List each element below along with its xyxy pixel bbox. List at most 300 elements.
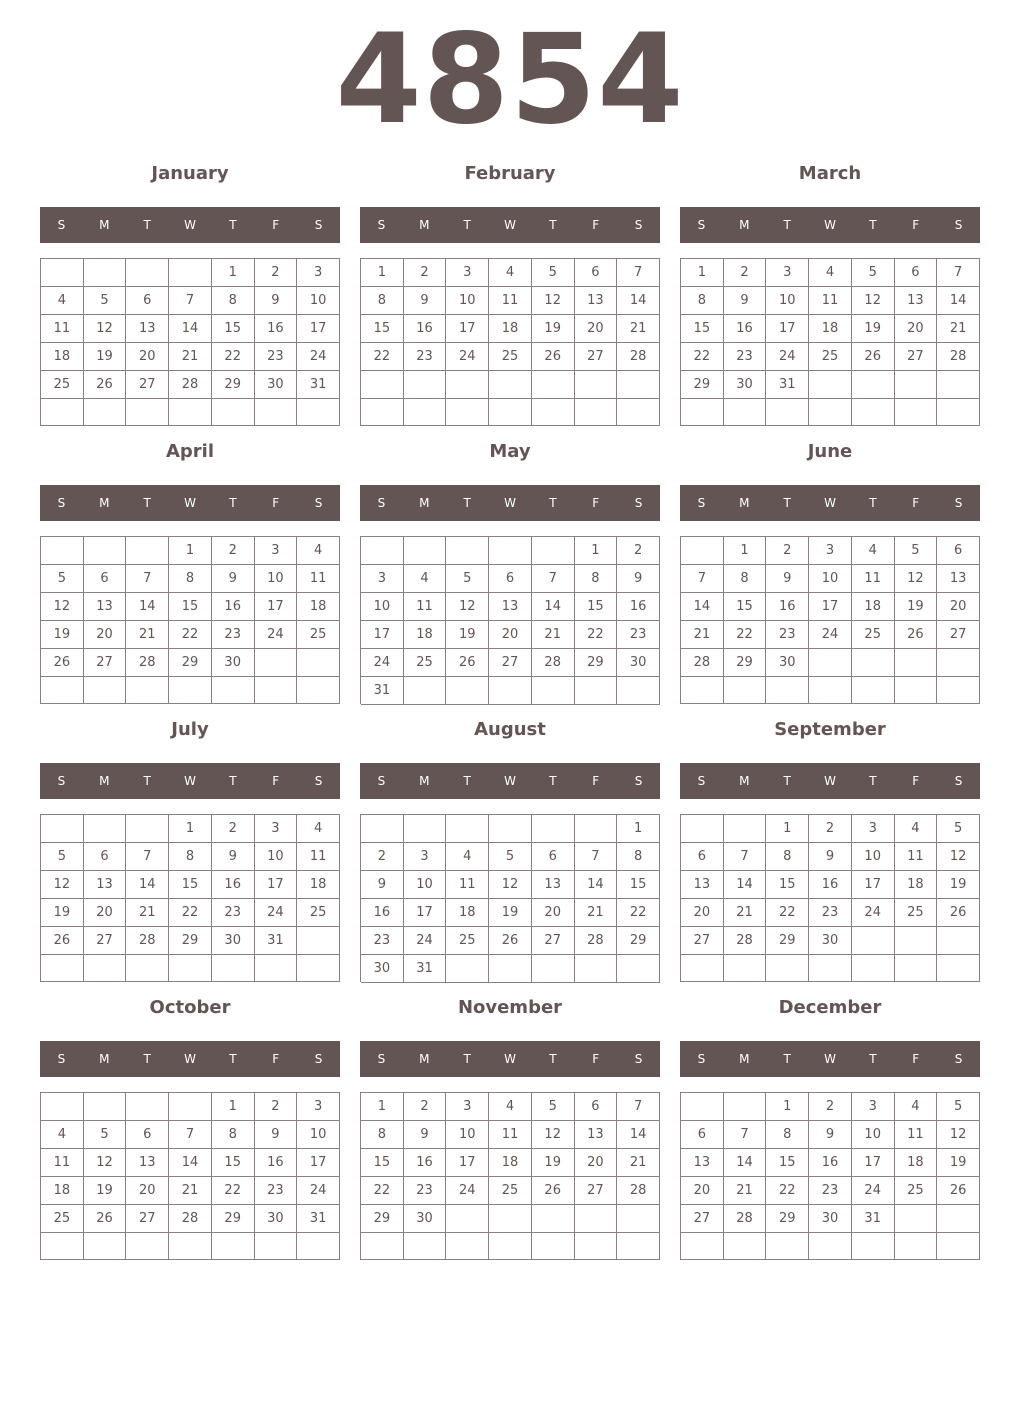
day-cell: 1 [212,259,255,287]
empty-cell [404,537,447,565]
weekday-label: T [463,218,471,232]
empty-cell [766,399,809,426]
empty-cell [361,399,404,427]
weekday-label: T [143,496,151,510]
day-cell: 2 [809,1093,852,1121]
day-cell: 11 [41,315,84,343]
empty-cell [404,677,447,705]
empty-cell [169,955,212,982]
day-cell: 16 [766,593,809,621]
day-cell: 26 [937,899,980,927]
day-cell: 9 [724,287,767,315]
day-cell: 13 [937,565,980,593]
day-cell: 6 [575,1093,618,1121]
day-cell: 10 [446,1121,489,1149]
day-cell: 26 [84,1205,127,1233]
day-grid [360,1092,660,1260]
day-cell: 14 [617,1121,660,1149]
day-cell: 25 [809,343,852,371]
day-cell: 8 [681,287,724,315]
day-cell: 23 [361,927,404,955]
empty-cell [84,259,127,287]
empty-cell [297,955,340,982]
day-grid [680,536,980,704]
day-cell: 17 [255,593,298,621]
day-cell: 21 [532,621,575,649]
day-cell: 1 [361,1093,404,1121]
empty-cell [84,955,127,982]
day-cell: 5 [895,537,938,565]
empty-cell [724,1093,767,1121]
day-cell: 22 [766,899,809,927]
empty-cell [617,1233,660,1260]
month-name: January [151,163,229,184]
day-cell: 25 [41,371,84,399]
weekday-label: F [592,1052,600,1066]
day-cell: 28 [724,927,767,955]
day-cell: 16 [212,871,255,899]
empty-cell [724,677,767,704]
day-cell: 25 [297,621,340,649]
day-cell: 30 [809,927,852,955]
day-cell: 7 [126,565,169,593]
day-cell: 2 [766,537,809,565]
day-grid [40,1092,340,1260]
day-cell: 3 [404,843,447,871]
day-cell: 10 [446,287,489,315]
weekday-label: S [314,1052,323,1066]
day-cell: 12 [937,1121,980,1149]
empty-cell [617,371,660,399]
empty-cell [852,371,895,399]
day-cell: 19 [895,593,938,621]
weekday-label: F [272,218,280,232]
day-cell: 20 [84,899,127,927]
day-cell: 31 [255,927,298,955]
day-cell: 12 [84,1149,127,1177]
empty-cell [617,955,660,983]
day-cell: 18 [852,593,895,621]
day-grid [360,536,660,704]
weekday-header-bar [360,207,660,243]
empty-cell [41,1233,84,1260]
day-cell: 31 [404,955,447,983]
day-cell: 13 [532,871,575,899]
day-cell: 22 [169,899,212,927]
day-cell: 7 [575,843,618,871]
day-cell: 29 [681,371,724,399]
day-cell: 7 [937,259,980,287]
day-cell: 4 [489,259,532,287]
day-cell: 25 [489,1177,532,1205]
weekday-label: S [954,1052,963,1066]
day-cell: 25 [895,1177,938,1205]
empty-cell [681,1233,724,1260]
weekday-label: F [912,218,920,232]
day-cell: 29 [575,649,618,677]
weekday-label: S [634,496,643,510]
day-cell: 17 [255,871,298,899]
weekday-label: S [57,774,66,788]
day-cell: 1 [724,537,767,565]
weekday-header-bar [680,207,980,243]
empty-cell [169,1093,212,1121]
month-name: September [774,719,886,740]
empty-cell [532,955,575,983]
day-cell: 4 [446,843,489,871]
day-cell: 8 [169,565,212,593]
day-cell: 5 [41,843,84,871]
day-cell: 13 [126,1149,169,1177]
day-cell: 26 [532,1177,575,1205]
weekday-label: T [869,1052,877,1066]
empty-cell [895,927,938,955]
day-cell: 3 [297,1093,340,1121]
day-cell: 29 [361,1205,404,1233]
month-name: March [798,163,862,184]
empty-cell [126,1093,169,1121]
empty-cell [852,927,895,955]
day-cell: 4 [41,287,84,315]
day-cell: 1 [212,1093,255,1121]
weekday-label: T [783,1052,791,1066]
day-cell: 20 [575,1149,618,1177]
day-cell: 24 [297,343,340,371]
weekday-label: S [697,1052,706,1066]
weekday-label: S [314,218,323,232]
weekday-label: T [783,774,791,788]
day-cell: 3 [766,259,809,287]
day-cell: 6 [489,565,532,593]
day-cell: 2 [404,259,447,287]
empty-cell [809,649,852,677]
empty-cell [489,399,532,427]
month-name: April [165,441,215,462]
empty-cell [681,955,724,982]
day-cell: 7 [681,565,724,593]
day-cell: 15 [617,871,660,899]
day-cell: 21 [169,1177,212,1205]
day-cell: 11 [489,287,532,315]
weekday-label: S [634,218,643,232]
empty-cell [212,955,255,982]
day-cell: 11 [852,565,895,593]
day-cell: 9 [404,287,447,315]
empty-cell [895,649,938,677]
empty-cell [724,1233,767,1260]
empty-cell [361,815,404,843]
day-cell: 5 [532,259,575,287]
empty-cell [255,649,298,677]
day-cell: 13 [681,1149,724,1177]
empty-cell [255,399,298,426]
day-cell: 2 [255,259,298,287]
empty-cell [532,537,575,565]
day-cell: 4 [895,815,938,843]
empty-cell [212,1233,255,1260]
empty-cell [681,399,724,426]
day-cell: 4 [297,815,340,843]
day-cell: 29 [169,927,212,955]
day-cell: 21 [126,899,169,927]
day-cell: 13 [126,315,169,343]
day-cell: 21 [617,315,660,343]
empty-cell [446,537,489,565]
day-cell: 14 [937,287,980,315]
day-cell: 10 [297,1121,340,1149]
year-title: 4854 [335,8,685,152]
day-cell: 17 [404,899,447,927]
day-cell: 7 [532,565,575,593]
day-cell: 28 [126,649,169,677]
empty-cell [255,677,298,704]
day-cell: 19 [41,899,84,927]
day-cell: 24 [852,1177,895,1205]
weekday-label: F [912,496,920,510]
day-cell: 24 [255,899,298,927]
day-cell: 12 [489,871,532,899]
day-cell: 8 [575,565,618,593]
day-cell: 28 [681,649,724,677]
empty-cell [404,815,447,843]
day-cell: 2 [404,1093,447,1121]
weekday-label: M [739,1052,750,1066]
empty-cell [84,1233,127,1260]
day-cell: 28 [617,343,660,371]
day-cell: 1 [766,815,809,843]
day-cell: 22 [169,621,212,649]
day-cell: 14 [126,593,169,621]
empty-cell [255,1233,298,1260]
day-cell: 23 [809,899,852,927]
day-cell: 23 [617,621,660,649]
day-cell: 10 [404,871,447,899]
day-cell: 9 [809,843,852,871]
day-cell: 1 [766,1093,809,1121]
empty-cell [532,399,575,427]
day-cell: 17 [361,621,404,649]
day-cell: 25 [895,899,938,927]
day-grid [40,814,340,982]
weekday-header-bar [680,485,980,521]
day-cell: 25 [852,621,895,649]
day-cell: 6 [126,287,169,315]
empty-cell [852,677,895,704]
day-cell: 1 [169,815,212,843]
empty-cell [724,399,767,426]
empty-cell [446,399,489,427]
weekday-label: M [419,218,430,232]
weekday-label: M [99,218,110,232]
empty-cell [404,371,447,399]
day-cell: 29 [212,371,255,399]
day-cell: 18 [446,899,489,927]
day-cell: 20 [681,899,724,927]
weekday-label: F [592,218,600,232]
weekday-label: M [419,774,430,788]
day-cell: 19 [532,1149,575,1177]
day-cell: 22 [766,1177,809,1205]
weekday-label: S [57,218,66,232]
day-cell: 16 [617,593,660,621]
day-cell: 5 [937,1093,980,1121]
day-cell: 2 [617,537,660,565]
day-grid [360,258,660,426]
day-cell: 18 [404,621,447,649]
weekday-header-bar [40,485,340,521]
weekday-label: W [504,218,516,232]
day-cell: 3 [852,1093,895,1121]
day-cell: 23 [766,621,809,649]
day-cell: 2 [724,259,767,287]
weekday-label: W [184,218,196,232]
day-cell: 23 [809,1177,852,1205]
day-cell: 6 [895,259,938,287]
day-cell: 18 [895,871,938,899]
day-cell: 10 [766,287,809,315]
empty-cell [489,677,532,705]
empty-cell [575,677,618,705]
empty-cell [169,399,212,426]
empty-cell [489,537,532,565]
weekday-label: M [99,496,110,510]
day-cell: 8 [724,565,767,593]
day-cell: 30 [212,927,255,955]
empty-cell [41,537,84,565]
day-cell: 14 [126,871,169,899]
empty-cell [446,677,489,705]
day-cell: 7 [724,1121,767,1149]
day-cell: 15 [361,315,404,343]
day-cell: 22 [617,899,660,927]
weekday-label: M [419,496,430,510]
day-grid [680,258,980,426]
weekday-label: W [184,1052,196,1066]
day-cell: 16 [404,315,447,343]
day-cell: 14 [169,1149,212,1177]
empty-cell [809,677,852,704]
day-cell: 8 [766,1121,809,1149]
day-cell: 24 [255,621,298,649]
empty-cell [41,399,84,426]
empty-cell [446,1233,489,1260]
day-cell: 9 [766,565,809,593]
day-cell: 13 [575,1121,618,1149]
day-cell: 23 [255,343,298,371]
day-cell: 30 [255,1205,298,1233]
day-cell: 17 [852,871,895,899]
day-cell: 11 [446,871,489,899]
day-cell: 4 [41,1121,84,1149]
weekday-label: M [99,1052,110,1066]
empty-cell [489,1205,532,1233]
day-cell: 5 [489,843,532,871]
day-cell: 27 [126,371,169,399]
weekday-label: S [954,496,963,510]
day-cell: 7 [126,843,169,871]
empty-cell [84,399,127,426]
day-cell: 28 [169,1205,212,1233]
empty-cell [617,1205,660,1233]
day-cell: 12 [852,287,895,315]
weekday-header-bar [40,207,340,243]
empty-cell [575,399,618,427]
month-name: May [489,441,531,462]
day-cell: 27 [575,343,618,371]
empty-cell [724,955,767,982]
day-cell: 11 [41,1149,84,1177]
day-cell: 13 [895,287,938,315]
day-cell: 30 [404,1205,447,1233]
day-cell: 2 [212,815,255,843]
day-cell: 15 [212,315,255,343]
day-grid [680,1092,980,1260]
empty-cell [575,1205,618,1233]
empty-cell [297,1233,340,1260]
day-cell: 23 [212,899,255,927]
weekday-label: M [99,774,110,788]
day-cell: 16 [809,871,852,899]
weekday-label: T [143,774,151,788]
day-cell: 2 [361,843,404,871]
day-cell: 21 [937,315,980,343]
day-cell: 28 [617,1177,660,1205]
month-name: November [457,997,563,1018]
day-cell: 16 [361,899,404,927]
weekday-label: S [314,774,323,788]
day-cell: 12 [41,593,84,621]
day-cell: 28 [575,927,618,955]
empty-cell [532,371,575,399]
empty-cell [937,399,980,426]
day-cell: 23 [404,343,447,371]
day-cell: 11 [297,565,340,593]
weekday-header-bar [680,1041,980,1077]
day-cell: 28 [532,649,575,677]
day-cell: 12 [532,287,575,315]
empty-cell [169,677,212,704]
day-cell: 27 [681,1205,724,1233]
day-cell: 19 [937,1149,980,1177]
day-cell: 2 [212,537,255,565]
day-cell: 19 [446,621,489,649]
day-cell: 19 [41,621,84,649]
empty-cell [681,537,724,565]
weekday-label: S [314,496,323,510]
day-cell: 24 [446,1177,489,1205]
day-cell: 26 [852,343,895,371]
day-cell: 3 [446,1093,489,1121]
day-cell: 21 [169,343,212,371]
weekday-header-bar [680,763,980,799]
weekday-label: T [783,218,791,232]
day-cell: 10 [852,1121,895,1149]
weekday-label: W [824,218,836,232]
day-cell: 1 [617,815,660,843]
empty-cell [41,1093,84,1121]
day-cell: 8 [766,843,809,871]
day-cell: 15 [766,871,809,899]
empty-cell [212,677,255,704]
weekday-label: S [57,1052,66,1066]
day-cell: 6 [532,843,575,871]
weekday-label: S [634,774,643,788]
day-cell: 12 [41,871,84,899]
empty-cell [446,371,489,399]
day-cell: 14 [532,593,575,621]
weekday-label: F [592,496,600,510]
day-cell: 16 [404,1149,447,1177]
